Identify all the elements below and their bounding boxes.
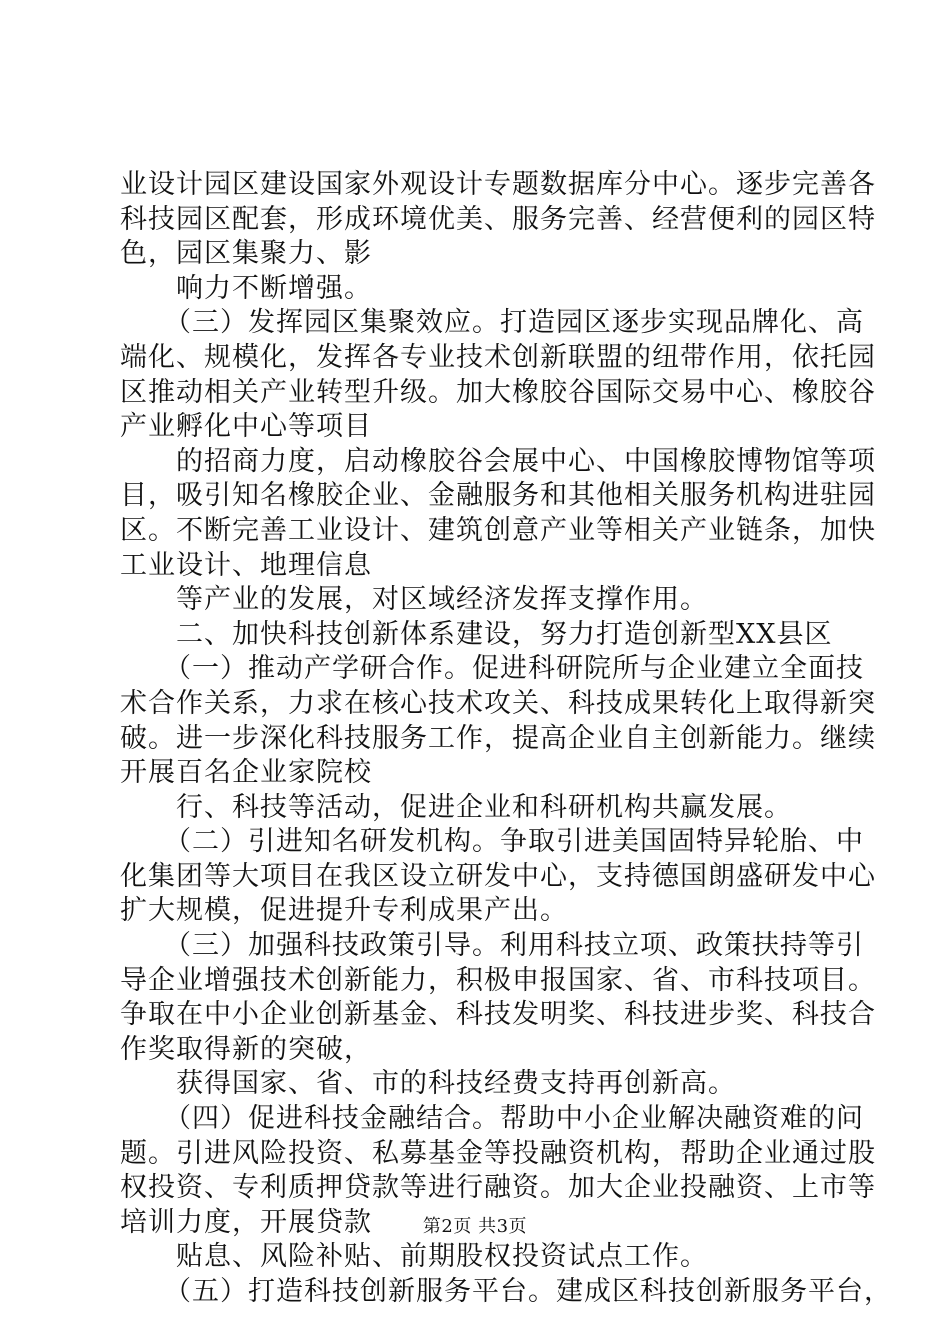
text-line: 题。引进风险投资、私募基金等投融资机构，帮助企业通过股 — [120, 1137, 876, 1169]
text-line: 开展百名企业家院校 — [120, 757, 372, 789]
text-line: 获得国家、省、市的科技经费支持再创新高。 — [176, 1068, 736, 1100]
text-line: 作奖取得新的突破， — [120, 1033, 372, 1065]
text-line: 贴息、风险补贴、前期股权投资试点工作。 — [176, 1241, 708, 1273]
text-line: 区推动相关产业转型升级。加大橡胶谷国际交易中心、橡胶谷 — [120, 376, 876, 408]
document-body — [120, 168, 892, 1310]
text-line: （三）发挥园区集聚效应。打造园区逐步实现品牌化、高 — [164, 307, 864, 339]
text-line: 扩大规模，促进提升专利成果产出。 — [120, 895, 568, 927]
page-footer: 第2页 共3页 — [422, 1216, 528, 1237]
text-line: （三）加强科技政策引导。利用科技立项、政策扶持等引 — [164, 930, 864, 962]
text-line: 色，园区集聚力、影 — [120, 238, 372, 270]
text-line: 术合作关系，力求在核心技术攻关、科技成果转化上取得新突 — [120, 687, 876, 719]
text-line: 区。不断完善工业设计、建筑创意产业等相关产业链条，加快 — [120, 514, 876, 546]
text-line: 目，吸引知名橡胶企业、金融服务和其他相关服务机构进驻园 — [120, 480, 876, 512]
text-line: 响力不断增强。 — [176, 272, 372, 304]
text-line: 业设计园区建设国家外观设计专题数据库分中心。逐步完善各 — [120, 169, 876, 200]
text-line: 培训力度，开展贷款 — [120, 1206, 372, 1238]
text-line: 端化、规模化，发挥各专业技术创新联盟的纽带作用，依托园 — [120, 341, 876, 373]
text-line: （五）打造科技创新服务平台。建成区科技创新服务平台， — [164, 1276, 892, 1307]
text-line: 产业孵化中心等项目 — [120, 411, 372, 443]
text-line: 导企业增强技术创新能力，积极申报国家、省、市科技项目。 — [120, 964, 876, 996]
text-line: 行、科技等活动，促进企业和科研机构共赢发展。 — [176, 791, 792, 823]
text-line: 权投资、专利质押贷款等进行融资。加大企业投融资、上市等 — [120, 1172, 876, 1204]
text-line: （二）引进知名研发机构。争取引进美国固特异轮胎、中 — [164, 826, 864, 858]
text-line: 等产业的发展，对区域经济发挥支撑作用。 — [176, 584, 708, 616]
text-line: 工业设计、地理信息 — [120, 549, 372, 581]
text-line: （四）促进科技金融结合。帮助中小企业解决融资难的问 — [164, 1103, 864, 1135]
text-line: 的招商力度，启动橡胶谷会展中心、中国橡胶博物馆等项 — [176, 445, 876, 477]
text-line: （一）推动产学研合作。促进科研院所与企业建立全面技 — [164, 653, 864, 685]
text-line: 争取在中小企业创新基金、科技发明奖、科技进步奖、科技合 — [120, 999, 876, 1031]
text-line: 破。进一步深化科技服务工作，提高企业自主创新能力。继续 — [120, 722, 876, 754]
text-line: 科技园区配套，形成环境优美、服务完善、经营便利的园区特 — [120, 203, 876, 235]
text-line: 二、加快科技创新体系建设，努力打造创新型XX县区 — [176, 618, 833, 650]
text-line: 化集团等大项目在我区设立研发中心，支持德国朗盛研发中心 — [120, 860, 876, 892]
